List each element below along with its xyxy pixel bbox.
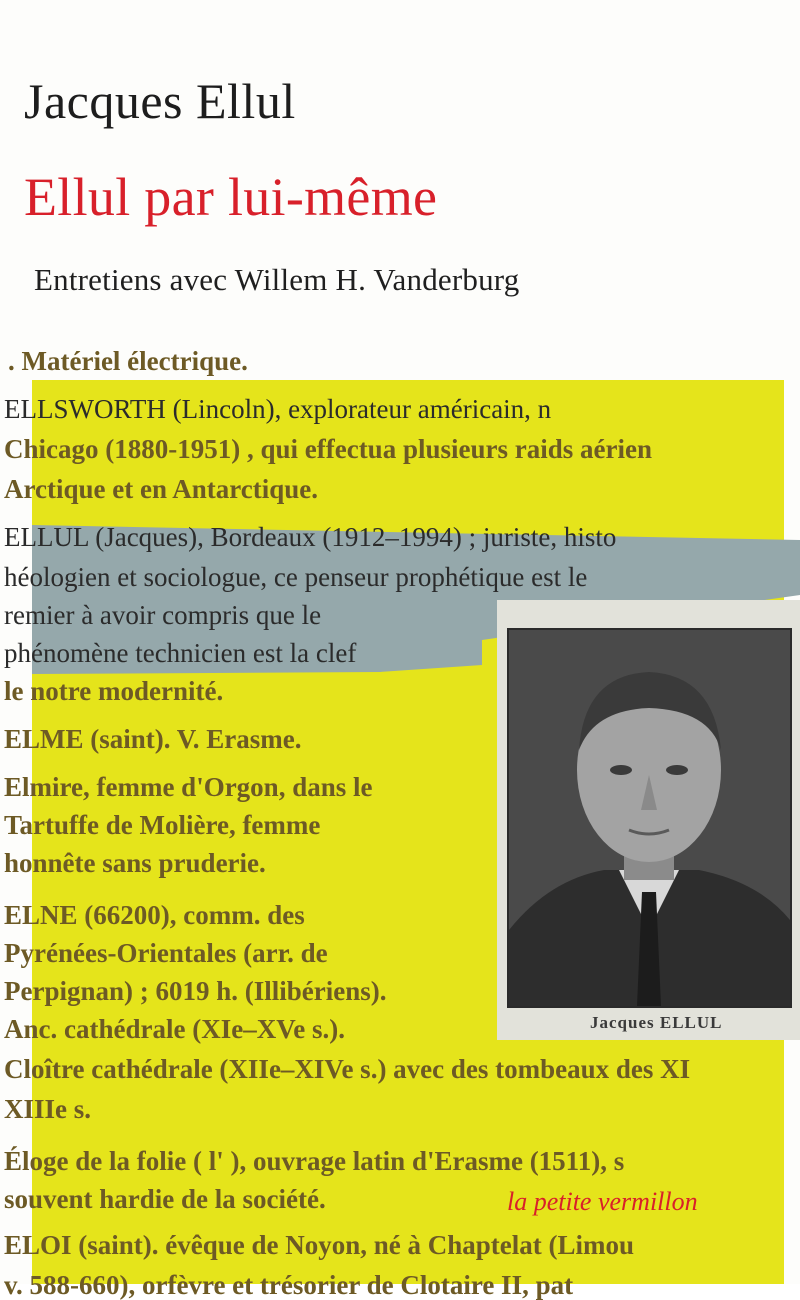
dictionary-line: Cloître cathédrale (XIIe–XIVe s.) avec des tombeaux des XI xyxy=(4,1054,691,1084)
dictionary-line: Arctique et en Antarctique. xyxy=(4,474,318,504)
dictionary-line: Anc. cathédrale (XIe–XVe s.). xyxy=(4,1014,345,1044)
dictionary-line: ELNE (66200), comm. des xyxy=(4,900,305,930)
dictionary-line: ELME (saint). V. Erasme. xyxy=(4,724,302,754)
book-title: Ellul par lui-même xyxy=(24,167,438,227)
dictionary-line: honnête sans pruderie. xyxy=(4,848,266,878)
dictionary-line: ELLUL (Jacques), Bordeaux (1912–1994) ; juriste, histo xyxy=(4,522,617,552)
dictionary-line: héologien et sociologue, ce penseur prophétique est le xyxy=(4,562,588,592)
dictionary-line: ELOI (saint). évêque de Noyon, né à Chaptelat (Limou xyxy=(4,1230,635,1260)
dictionary-line: le notre modernité. xyxy=(4,676,224,706)
dictionary-line: remier à avoir compris que le xyxy=(4,600,322,630)
book-subtitle: Entretiens avec Willem H. Vanderburg xyxy=(34,262,520,297)
dictionary-line: . Matériel électrique. xyxy=(8,346,248,376)
dictionary-line: v. 588-660), orfèvre et trésorier de Clotaire II, pat xyxy=(4,1270,574,1300)
author-portrait-photo xyxy=(507,628,792,1008)
dictionary-line: Éloge de la folie ( l' ), ouvrage latin d'Erasme (1511), s xyxy=(4,1146,625,1176)
portrait-illustration xyxy=(509,630,790,1006)
dictionary-line: Pyrénées-Orientales (arr. de xyxy=(4,938,328,968)
dictionary-line: Tartuffe de Molière, femme xyxy=(4,810,321,840)
dictionary-line: Chicago (1880-1951) , qui effectua plusieurs raids aérien xyxy=(4,434,652,464)
dictionary-line: Elmire, femme d'Orgon, dans le xyxy=(4,772,373,802)
series-label: la petite vermillon xyxy=(507,1187,698,1216)
dictionary-line: Perpignan) ; 6019 h. (Illibériens). xyxy=(4,976,387,1006)
dictionary-line: phénomène technicien est la clef xyxy=(4,638,357,668)
dictionary-line: ELLSWORTH (Lincoln), explorateur américain, n xyxy=(4,394,552,424)
photo-caption: Jacques ELLUL xyxy=(590,1013,723,1032)
dictionary-line: XIIIe s. xyxy=(4,1094,92,1124)
author-name: Jacques Ellul xyxy=(24,73,296,129)
dictionary-line: souvent hardie de la société. xyxy=(4,1184,326,1214)
